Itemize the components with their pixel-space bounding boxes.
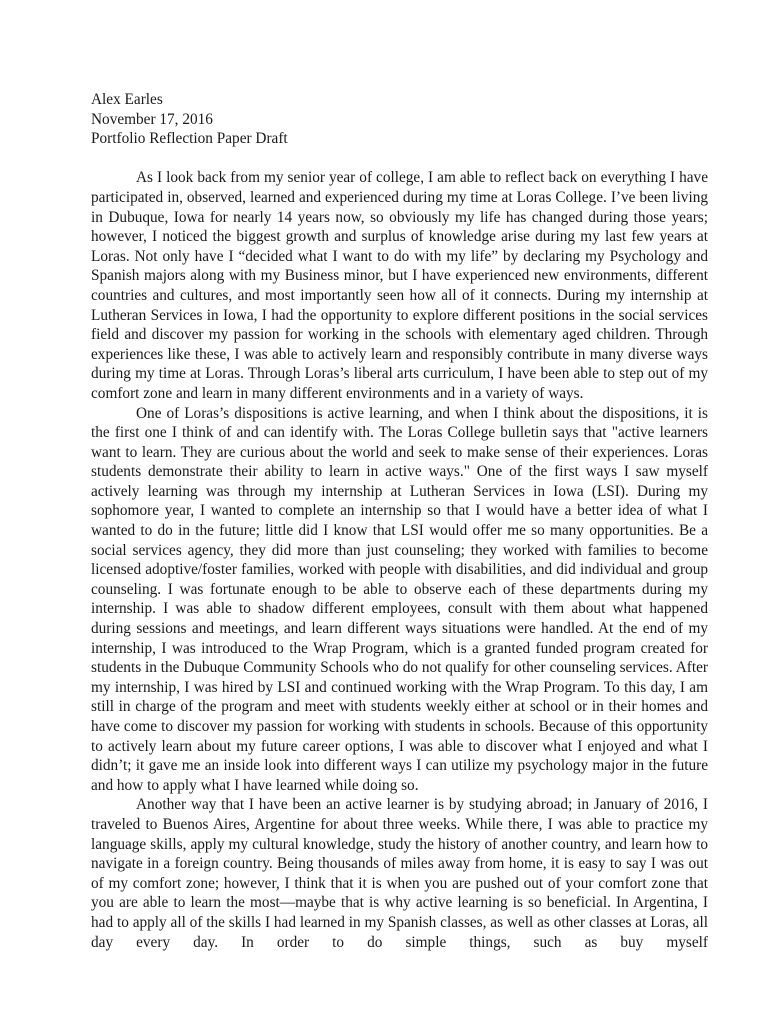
blank-line (91, 149, 708, 169)
document-title: Portfolio Reflection Paper Draft (91, 130, 288, 148)
paragraph-intro: As I look back from my senior year of college, I am able to reflect back on everything I have participated in, observed, learned and experienced during my time at Loras College. I’ve been living in Dubuque, Iowa for nearly 14 years now, so obviously my life has changed during those years; however, I noticed the biggest growth and surplus of knowledge arise during my last few years at Loras. Not only have I “decided what I want to do with my life” by declaring my Psychology and Spanish majors along with my Business minor, but I have experienced new environments, different countries and cultures, and most importantly seen how all of it connects. During my internship at Lutheran Services in Iowa, I had the opportunity to explore different positions in the social services field and discover my passion for working in the schools with elementary aged children. Through experiences like these, I was able to actively learn and responsibly contribute in many diverse ways during my time at Loras. Through Loras’s liberal arts curriculum, I have been able to step out of my comfort zone and learn in many different environments and in a variety of ways. (91, 169, 708, 402)
paragraph-active-learning-lsi: One of Loras’s dispositions is active learning, and when I think about the dispositions, it is the first one I think of and can identify with. The Loras College bulletin says that "active learners want to learn. They are curious about the world and seek to make sense of their experiences. Loras students demonstrate their ability to learn in active ways." One of the first ways I saw myself actively learning was through my internship at Lutheran Services in Iowa (LSI). During my sophomore year, I wanted to complete an internship so that I would have a better idea of what I wanted to do in the future; little did I know that LSI would offer me so many opportunities. Be a social services agency, they did more than just counseling; they worked with families to become licensed adoptive/foster families, worked with people with disabilities, and did individual and group counseling. I was fortunate enough to be able to observe each of these departments during my internship. I was able to shadow different employees, consult with them about what happened during sessions and meetings, and learn different ways situations were handled. At the end of my internship, I was introduced to the Wrap Program, which is a granted funded program created for students in the Dubuque Community Schools who do not qualify for other counseling services. After my internship, I was hired by LSI and continued working with the Wrap Program. To this day, I am still in charge of the program and meet with students weekly either at school or in their homes and have come to discover my passion for working with students in schools. Because of this opportunity to actively learn about my future career options, I was able to discover what I enjoyed and what I didn’t; it gave me an inside look into different ways I can utilize my psychology major in the future and how to apply what I have learned while doing so. (91, 404, 708, 794)
author-name: Alex Earles (91, 91, 163, 108)
document-date: November 17, 2016 (91, 110, 213, 128)
paragraph-study-abroad: Another way that I have been an active learner is by studying abroad; in January of 2016, I traveled to Buenos Aires, Argentine for about three weeks. While there, I was able to practice my language skills, apply my cultural knowledge, study the history of another country, and learn how to navigate in a foreign country. Being thousands of miles away from home, it is easy to say I was out of my comfort zone; however, I think that it is when you are pushed out of your comfort zone that you are able to learn the most—maybe that is why active learning is so beneficial. In Argentina, I had to apply all of the skills I had learned in my Spanish classes, as well as other classes at Loras, all day every day. In order to do simple things, such as buy myself (91, 796, 708, 951)
